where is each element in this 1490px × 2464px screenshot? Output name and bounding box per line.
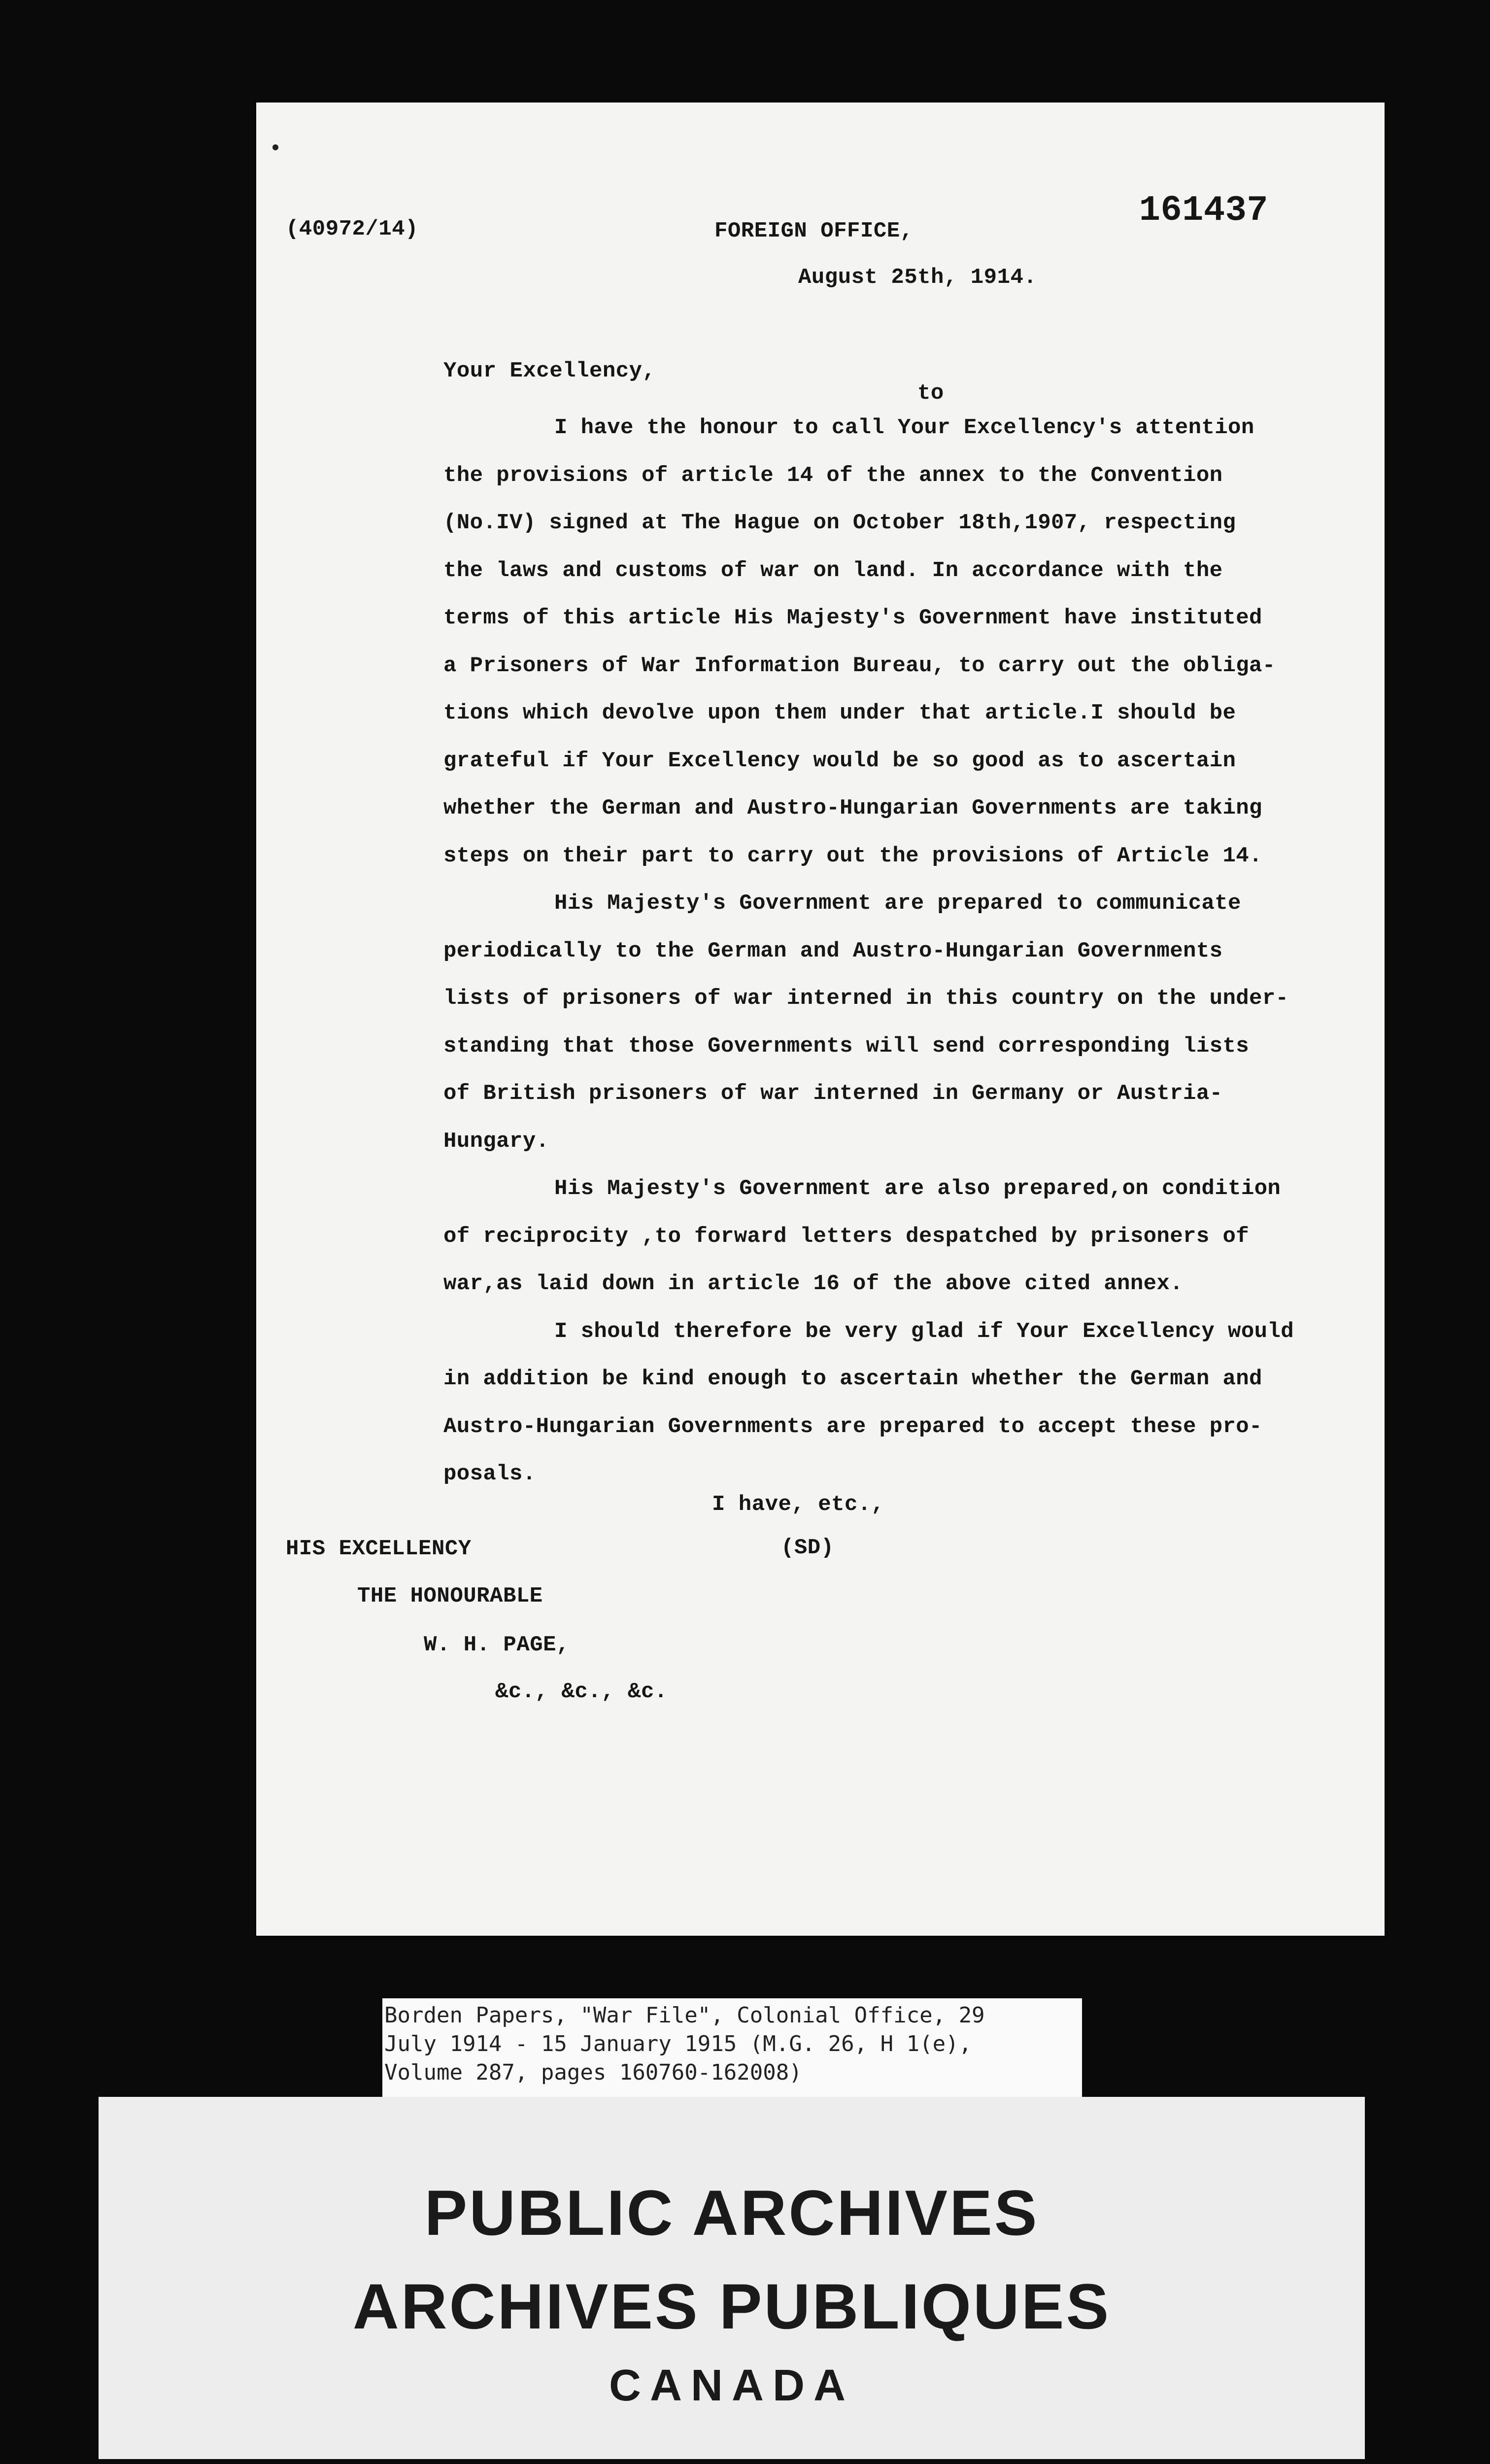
addressee-line: HIS EXCELLENCY bbox=[286, 1537, 472, 1561]
addressee-line: W. H. PAGE, bbox=[424, 1633, 570, 1657]
body-line: His Majesty's Government are also prepared,on condition bbox=[554, 1176, 1281, 1201]
file-reference: (40972/14) bbox=[286, 217, 419, 241]
inserted-word: to bbox=[917, 381, 944, 406]
body-line: grateful if Your Excellency would be so good as to ascertain bbox=[443, 748, 1236, 773]
body-line: Hungary. bbox=[443, 1129, 549, 1154]
body-line: I have the honour to call Your Excellency's attention bbox=[554, 415, 1254, 440]
letter-body bbox=[443, 404, 1370, 1498]
signature: (SD) bbox=[781, 1536, 834, 1560]
body-line: posals. bbox=[443, 1462, 536, 1486]
letterhead-office: FOREIGN OFFICE, bbox=[714, 219, 914, 243]
document-number: 161437 bbox=[1139, 190, 1268, 231]
citation-line: Volume 287, pages 160760-162008) bbox=[384, 2060, 802, 2085]
ink-speck bbox=[272, 144, 278, 150]
body-line: periodically to the German and Austro-Hungarian Governments bbox=[443, 938, 1223, 963]
stamp-line-english: PUBLIC ARCHIVES bbox=[424, 2177, 1039, 2249]
body-line: lists of prisoners of war interned in this country on the under- bbox=[443, 986, 1289, 1011]
stamp-line-country: CANADA bbox=[609, 2361, 854, 2410]
closing: I have, etc., bbox=[712, 1492, 884, 1517]
body-line: His Majesty's Government are prepared to communicate bbox=[554, 891, 1241, 916]
body-line: the laws and customs of war on land. In accordance with the bbox=[443, 558, 1223, 583]
archives-stamp bbox=[99, 2097, 1365, 2459]
body-line: war,as laid down in article 16 of the above cited annex. bbox=[443, 1271, 1184, 1296]
body-line: tions which devolve upon them under that article.I should be bbox=[443, 701, 1236, 725]
body-line: of reciprocity ,to forward letters despatched by prisoners of bbox=[443, 1224, 1250, 1249]
body-line: of British prisoners of war interned in Germany or Austria- bbox=[443, 1081, 1223, 1106]
citation-label bbox=[382, 1998, 1082, 2097]
body-line: in addition be kind enough to ascertain whether the German and bbox=[443, 1367, 1262, 1391]
body-line: standing that those Governments will send corresponding lists bbox=[443, 1033, 1250, 1059]
salutation: Your Excellency, bbox=[443, 359, 656, 383]
addressee-line: &c., &c., &c. bbox=[495, 1679, 668, 1704]
body-line: the provisions of article 14 of the annex to the Convention bbox=[443, 463, 1223, 488]
citation-line: Borden Papers, "War File", Colonial Office, 29 bbox=[384, 2003, 985, 2028]
body-line: (No.IV) signed at The Hague on October 18th,1907, respecting bbox=[443, 511, 1236, 535]
addressee-line: THE HONOURABLE bbox=[357, 1584, 543, 1608]
body-line: I should therefore be very glad if Your Excellency would bbox=[554, 1319, 1294, 1344]
letter-page bbox=[256, 103, 1385, 1936]
body-line: Austro-Hungarian Governments are prepared to accept these pro- bbox=[443, 1414, 1262, 1439]
body-line: a Prisoners of War Information Bureau, to carry out the obliga- bbox=[443, 653, 1276, 678]
body-line: terms of this article His Majesty's Government have instituted bbox=[443, 606, 1262, 630]
stamp-line-french: ARCHIVES PUBLIQUES bbox=[352, 2270, 1111, 2342]
body-line: steps on their part to carry out the provisions of Article 14. bbox=[443, 843, 1262, 868]
citation-line: July 1914 - 15 January 1915 (M.G. 26, H 1(e), bbox=[384, 2031, 972, 2056]
letter-date: August 25th, 1914. bbox=[798, 265, 1037, 290]
body-line: whether the German and Austro-Hungarian Governments are taking bbox=[443, 796, 1262, 821]
